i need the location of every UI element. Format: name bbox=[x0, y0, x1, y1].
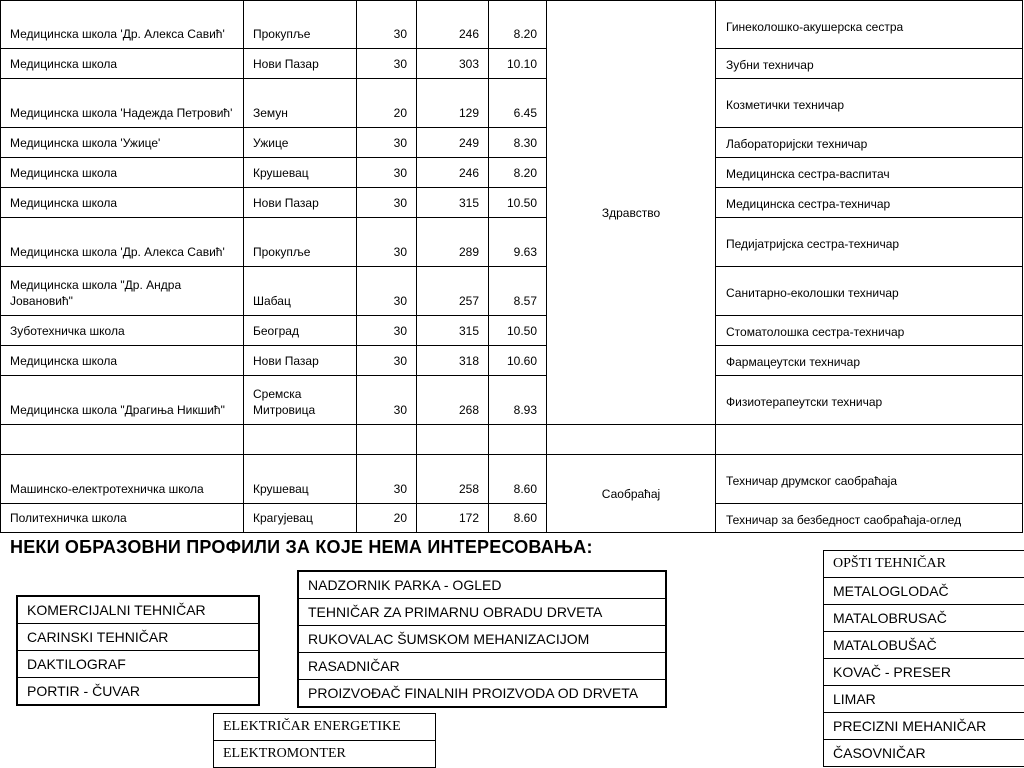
table-row bbox=[1, 455, 1023, 504]
school-cell: Медицинска школа "Др. Андра Јовановић" bbox=[1, 267, 244, 316]
quota-cell bbox=[357, 425, 417, 455]
school-cell: Медицинска школа 'Др. Алекса Савић' bbox=[1, 1, 244, 49]
quota-cell: 20 bbox=[357, 79, 417, 128]
profile-name: OPŠTI TEHNIČAR bbox=[824, 551, 1024, 578]
table-row bbox=[1, 376, 1023, 425]
profile-box-commerce bbox=[17, 596, 259, 705]
school-cell: Зуботехничка школа bbox=[1, 316, 244, 346]
city-cell: Београд bbox=[244, 316, 357, 346]
table-row bbox=[1, 346, 1023, 376]
profile-cell: Зубни техничар bbox=[716, 49, 1023, 79]
school-cell: Медицинска школа bbox=[1, 346, 244, 376]
profile-name: CARINSKI TEHNIČAR bbox=[18, 624, 259, 651]
school-cell: Медицинска школа bbox=[1, 158, 244, 188]
profile-cell: Козметички техничар bbox=[716, 79, 1023, 128]
city-cell: Нови Пазар bbox=[244, 188, 357, 218]
city-cell: Нови Пазар bbox=[244, 49, 357, 79]
ratio-cell: 10.60 bbox=[489, 346, 547, 376]
profile-box-forestry bbox=[298, 571, 666, 707]
profile-name: METALOGLODAČ bbox=[824, 578, 1024, 605]
table-row bbox=[1, 128, 1023, 158]
profile-name: MATALOBRUSAČ bbox=[824, 605, 1024, 632]
table-row bbox=[1, 218, 1023, 267]
points-cell: 249 bbox=[417, 128, 489, 158]
quota-cell: 30 bbox=[357, 1, 417, 49]
list-item bbox=[824, 551, 1024, 578]
quota-cell: 20 bbox=[357, 504, 417, 533]
ratio-cell: 8.60 bbox=[489, 455, 547, 504]
points-cell: 172 bbox=[417, 504, 489, 533]
profile-cell bbox=[716, 425, 1023, 455]
points-cell: 258 bbox=[417, 455, 489, 504]
table-row bbox=[1, 267, 1023, 316]
list-item bbox=[214, 741, 436, 768]
ratio-cell bbox=[489, 425, 547, 455]
city-cell: Нови Пазар bbox=[244, 346, 357, 376]
profile-cell: Физиотерапеутски техничар bbox=[716, 376, 1023, 425]
quota-cell: 30 bbox=[357, 218, 417, 267]
profile-cell: Фармацеутски техничар bbox=[716, 346, 1023, 376]
section-heading: НЕКИ ОБРАЗОВНИ ПРОФИЛИ ЗА КОЈЕ НЕМА ИНТЕРЕСОВАЊА: bbox=[10, 537, 593, 557]
profile-name: PORTIR - ČUVAR bbox=[18, 678, 259, 705]
list-item bbox=[824, 686, 1024, 713]
quota-cell: 30 bbox=[357, 128, 417, 158]
points-cell: 303 bbox=[417, 49, 489, 79]
points-cell: 289 bbox=[417, 218, 489, 267]
ratio-cell: 8.57 bbox=[489, 267, 547, 316]
profile-name: NADZORNIK PARKA - OGLED bbox=[299, 572, 666, 599]
list-item bbox=[299, 653, 666, 680]
list-item bbox=[824, 578, 1024, 605]
table-row bbox=[1, 316, 1023, 346]
list-item bbox=[18, 651, 259, 678]
quota-cell: 30 bbox=[357, 316, 417, 346]
profile-name: PROIZVOĐAČ FINALNIH PROIZVODA OD DRVETA bbox=[299, 680, 666, 707]
list-item bbox=[18, 624, 259, 651]
list-item bbox=[299, 680, 666, 707]
profile-box-electrical bbox=[213, 713, 436, 768]
profile-name: DAKTILOGRAF bbox=[18, 651, 259, 678]
city-cell: Земун bbox=[244, 79, 357, 128]
profile-name: KOMERCIJALNI TEHNIČAR bbox=[18, 597, 259, 624]
school-cell: Медицинска школа bbox=[1, 188, 244, 218]
quota-cell: 30 bbox=[357, 376, 417, 425]
list-item bbox=[824, 659, 1024, 686]
city-cell: Ужице bbox=[244, 128, 357, 158]
points-cell: 315 bbox=[417, 188, 489, 218]
quota-cell: 30 bbox=[357, 455, 417, 504]
points-cell: 129 bbox=[417, 79, 489, 128]
table-row bbox=[1, 188, 1023, 218]
ratio-cell: 8.60 bbox=[489, 504, 547, 533]
ratio-cell: 6.45 bbox=[489, 79, 547, 128]
list-item bbox=[824, 605, 1024, 632]
profile-cell: Гинеколошко-акушерска сестра bbox=[716, 1, 1023, 49]
points-cell: 257 bbox=[417, 267, 489, 316]
city-cell: Прокупље bbox=[244, 218, 357, 267]
points-cell: 246 bbox=[417, 1, 489, 49]
points-cell: 246 bbox=[417, 158, 489, 188]
table-row bbox=[1, 158, 1023, 188]
profile-name: ČASOVNIČAR bbox=[824, 740, 1024, 767]
profile-name: ELEKTROMONTER bbox=[214, 741, 436, 768]
ratio-cell: 10.50 bbox=[489, 316, 547, 346]
profile-name: LIMAR bbox=[824, 686, 1024, 713]
ratio-cell: 10.10 bbox=[489, 49, 547, 79]
list-item bbox=[824, 713, 1024, 740]
profile-cell: Техничар друмског саобраћаја bbox=[716, 455, 1023, 504]
city-cell: Крагујевац bbox=[244, 504, 357, 533]
city-cell: Прокупље bbox=[244, 1, 357, 49]
ratio-cell: 8.20 bbox=[489, 1, 547, 49]
table-row bbox=[1, 504, 1023, 533]
list-item bbox=[299, 599, 666, 626]
list-item bbox=[824, 632, 1024, 659]
table-row bbox=[1, 1, 1023, 49]
profile-name: RASADNIČAR bbox=[299, 653, 666, 680]
list-item bbox=[299, 626, 666, 653]
table-row bbox=[1, 79, 1023, 128]
school-cell: Медицинска школа 'Надежда Петровић' bbox=[1, 79, 244, 128]
points-cell bbox=[417, 425, 489, 455]
profile-name: RUKOVALAC ŠUMSKOM MEHANIZACIJOM bbox=[299, 626, 666, 653]
ratio-cell: 8.93 bbox=[489, 376, 547, 425]
table-row-empty bbox=[1, 425, 1023, 455]
quota-cell: 30 bbox=[357, 346, 417, 376]
ratio-cell: 8.20 bbox=[489, 158, 547, 188]
quota-cell: 30 bbox=[357, 188, 417, 218]
school-cell: Политехничка школа bbox=[1, 504, 244, 533]
quota-cell: 30 bbox=[357, 49, 417, 79]
points-cell: 315 bbox=[417, 316, 489, 346]
profile-cell: Техничар за безбедност саобраћаја-оглед bbox=[716, 504, 1023, 533]
city-cell: Сремска Митровица bbox=[244, 376, 357, 425]
school-cell: Машинско-електротехничка школа bbox=[1, 455, 244, 504]
profile-cell: Педијатријска сестра-техничар bbox=[716, 218, 1023, 267]
profile-cell: Санитарно-еколошки техничар bbox=[716, 267, 1023, 316]
school-cell: Медицинска школа 'Др. Алекса Савић' bbox=[1, 218, 244, 267]
city-cell bbox=[244, 425, 357, 455]
table-row bbox=[1, 49, 1023, 79]
points-cell: 268 bbox=[417, 376, 489, 425]
profile-cell: Медицинска сестра-васпитач bbox=[716, 158, 1023, 188]
profile-cell: Медицинска сестра-техничар bbox=[716, 188, 1023, 218]
profile-name: MATALOBUŠAČ bbox=[824, 632, 1024, 659]
list-item bbox=[18, 597, 259, 624]
sector-cell-health: Здравство bbox=[547, 1, 716, 425]
city-cell: Крушевац bbox=[244, 158, 357, 188]
profile-cell: Лабораторијски техничар bbox=[716, 128, 1023, 158]
city-cell: Шабац bbox=[244, 267, 357, 316]
sector-cell-transport: Саобраћај bbox=[547, 455, 716, 533]
school-cell: Медицинска школа 'Ужице' bbox=[1, 128, 244, 158]
ratio-cell: 8.30 bbox=[489, 128, 547, 158]
profile-name: PRECIZNI MEHANIČAR bbox=[824, 713, 1024, 740]
profile-name: TEHNIČAR ZA PRIMARNU OBRADU DRVETA bbox=[299, 599, 666, 626]
quota-cell: 30 bbox=[357, 267, 417, 316]
list-item bbox=[214, 714, 436, 741]
ratio-cell: 10.50 bbox=[489, 188, 547, 218]
school-cell: Медицинска школа bbox=[1, 49, 244, 79]
points-cell: 318 bbox=[417, 346, 489, 376]
quota-cell: 30 bbox=[357, 158, 417, 188]
city-cell: Крушевац bbox=[244, 455, 357, 504]
list-item bbox=[18, 678, 259, 705]
school-cell bbox=[1, 425, 244, 455]
sector-cell-empty bbox=[547, 425, 716, 455]
profile-name: ELEKTRIČAR ENERGETIKE bbox=[214, 714, 436, 741]
list-item bbox=[824, 740, 1024, 767]
list-item bbox=[299, 572, 666, 599]
profile-box-metalwork bbox=[823, 550, 1024, 767]
school-cell: Медицинска школа "Драгиња Никшић" bbox=[1, 376, 244, 425]
profile-cell: Стоматолошка сестра-техничар bbox=[716, 316, 1023, 346]
profile-name: KOVAČ - PRESER bbox=[824, 659, 1024, 686]
ratio-cell: 9.63 bbox=[489, 218, 547, 267]
